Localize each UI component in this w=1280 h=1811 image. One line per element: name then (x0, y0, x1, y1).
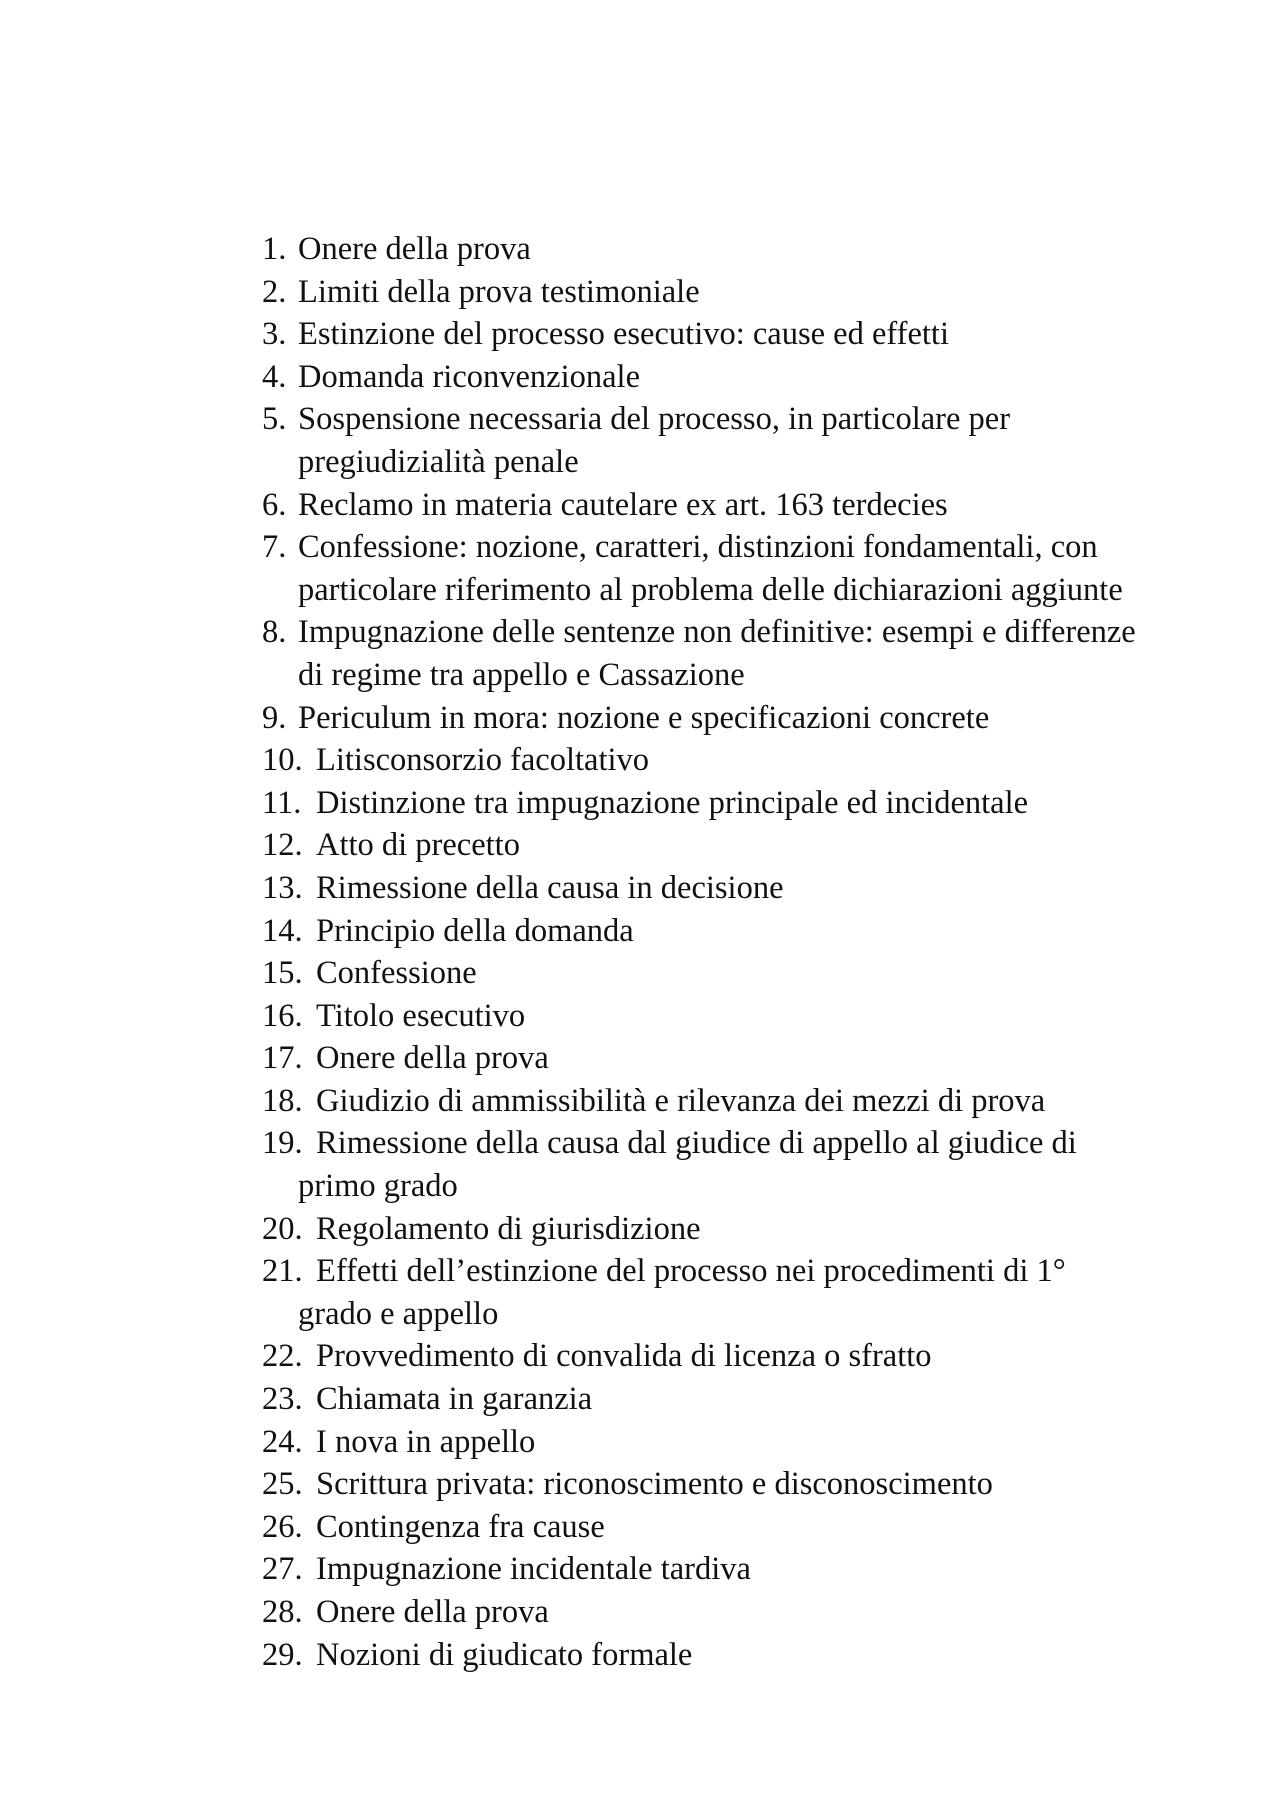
item-number: 19. (262, 1125, 303, 1162)
item-text: Chiamata in garanzia (316, 1381, 593, 1418)
item-number: 25. (262, 1466, 303, 1503)
list-item (262, 611, 1142, 696)
item-number: 8. (262, 614, 287, 651)
item-text: Periculum in mora: nozione e specificazioni concrete (298, 699, 990, 736)
item-text: Giudizio di ammissibilità e rilevanza dei mezzi di prova (316, 1082, 1046, 1119)
list-item (262, 1037, 1142, 1080)
list-item (262, 1634, 1142, 1677)
list-item (262, 910, 1142, 953)
item-text: Limiti della prova testimoniale (298, 273, 700, 310)
item-text: Confessione (316, 955, 477, 992)
item-number: 20. (262, 1210, 303, 1247)
list-item (262, 1463, 1142, 1506)
list-item (262, 1548, 1142, 1591)
list-item (262, 824, 1142, 867)
item-text: Impugnazione delle sentenze non definitive: esempi e differenze di regime tra appello e Cassazione (298, 614, 1136, 693)
item-text: Titolo esecutivo (316, 997, 526, 1034)
list-item (262, 526, 1142, 611)
item-number: 7. (262, 529, 287, 566)
list-item (262, 1506, 1142, 1549)
item-number: 26. (262, 1508, 303, 1545)
list-item (262, 1080, 1142, 1123)
item-text: Onere della prova (316, 1040, 549, 1077)
item-text: Onere della prova (298, 231, 531, 267)
item-number: 9. (262, 699, 287, 736)
item-number: 4. (262, 358, 287, 395)
item-number: 24. (262, 1423, 303, 1460)
list-item (262, 995, 1142, 1038)
list-item (262, 1250, 1142, 1335)
item-text: Regolamento di giurisdizione (316, 1210, 701, 1247)
item-number: 14. (262, 912, 303, 949)
list-item (262, 484, 1142, 527)
item-text: Contingenza fra cause (316, 1508, 605, 1545)
item-number: 18. (262, 1082, 303, 1119)
item-text: Sospensione necessaria del processo, in particolare per pregiudizialità penale (298, 401, 1011, 480)
list-item (262, 739, 1142, 782)
item-text: Effetti dell’estinzione del processo nei procedimenti di 1° grado e appello (298, 1253, 1066, 1332)
item-text: Distinzione tra impugnazione principale ed incidentale (316, 784, 1029, 821)
item-number: 11. (262, 784, 302, 821)
item-number: 22. (262, 1338, 303, 1375)
item-number: 10. (262, 742, 303, 779)
item-text: Reclamo in materia cautelare ex art. 163 terdecies (298, 486, 948, 523)
item-text: Confessione: nozione, caratteri, distinzioni fondamentali, con particolare riferimento al problema delle dichiarazioni aggiunte (298, 529, 1123, 608)
list-item (262, 1122, 1142, 1207)
item-text: Rimessione della causa dal giudice di appello al giudice di primo grado (298, 1125, 1077, 1205)
item-number: 2. (262, 273, 287, 310)
item-number: 29. (262, 1636, 303, 1673)
item-text: Nozioni di giudicato formale (316, 1636, 693, 1673)
item-text: Domanda riconvenzionale (298, 358, 641, 395)
item-number: 12. (262, 827, 303, 864)
list-item (262, 782, 1142, 825)
list-item (262, 398, 1142, 483)
item-text: Litisconsorzio facoltativo (316, 742, 650, 779)
item-number: 15. (262, 955, 303, 992)
item-number: 1. (262, 231, 287, 267)
topic-list (262, 228, 1142, 1676)
item-number: 13. (262, 869, 303, 906)
item-number: 3. (262, 316, 287, 353)
item-number: 17. (262, 1040, 303, 1077)
item-number: 5. (262, 401, 287, 438)
item-text: I nova in appello (316, 1423, 536, 1460)
list-item (262, 1208, 1142, 1251)
item-text: Onere della prova (316, 1594, 549, 1630)
list-item (262, 867, 1142, 910)
item-number: 28. (262, 1594, 303, 1630)
list-item (262, 1378, 1142, 1421)
list-item (262, 1335, 1142, 1378)
item-number: 6. (262, 486, 287, 523)
list-item (262, 1421, 1142, 1464)
item-number: 16. (262, 997, 303, 1034)
list-item (262, 697, 1142, 740)
list-item (262, 271, 1142, 314)
list-item (262, 1591, 1142, 1634)
item-text: Impugnazione incidentale tardiva (316, 1551, 751, 1588)
item-text: Rimessione della causa in decisione (316, 869, 784, 906)
item-text: Provvedimento di convalida di licenza o sfratto (316, 1338, 932, 1375)
list-item (262, 952, 1142, 995)
item-text: Scrittura privata: riconoscimento e disconoscimento (316, 1466, 993, 1503)
item-number: 23. (262, 1381, 303, 1418)
list-item (262, 228, 1142, 271)
item-text: Atto di precetto (316, 827, 520, 864)
item-text: Principio della domanda (316, 912, 634, 949)
list-item (262, 313, 1142, 356)
item-text: Estinzione del processo esecutivo: cause ed effetti (298, 316, 949, 353)
list-item (262, 356, 1142, 399)
item-number: 27. (262, 1551, 303, 1588)
item-number: 21. (262, 1253, 303, 1290)
